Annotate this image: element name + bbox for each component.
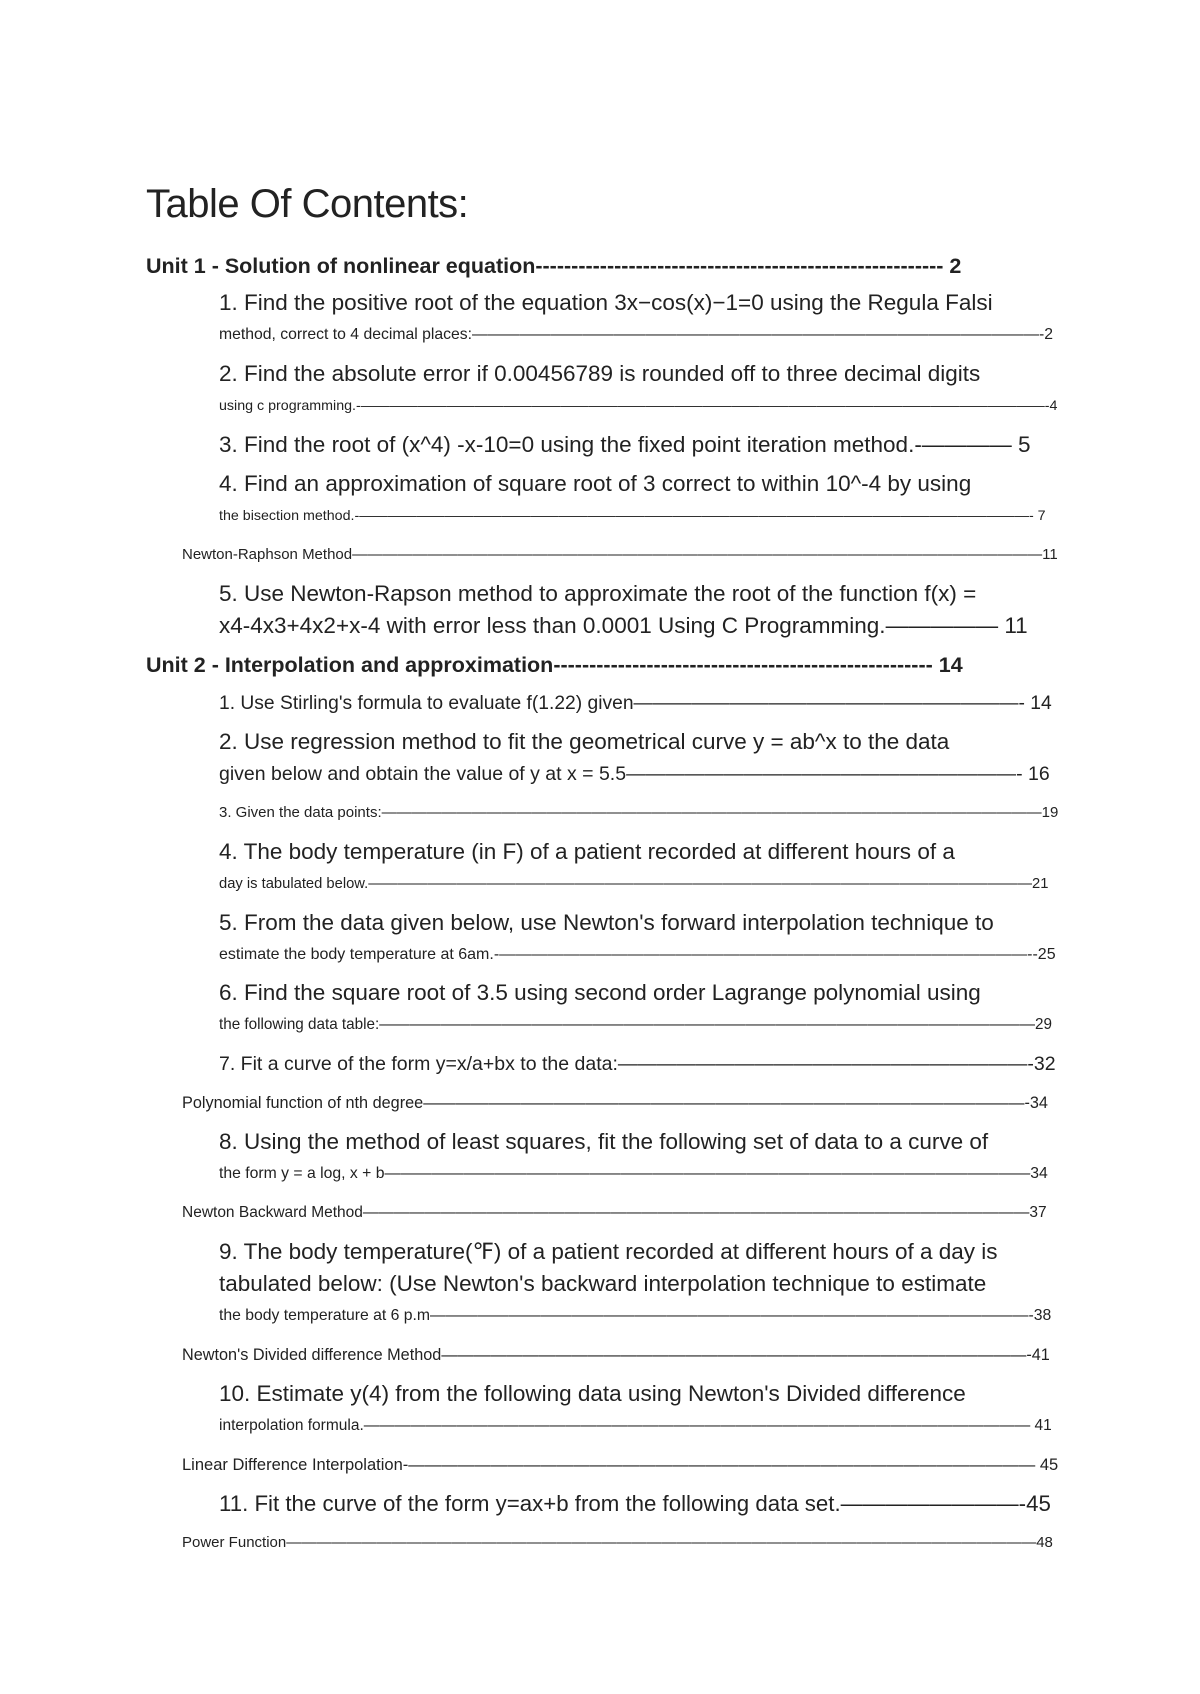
toc-entry-continued[interactable]: the body temperature at 6 p.m——————————————————————————————————————-38 — [219, 1307, 1052, 1324]
toc-entry-continued[interactable]: given below and obtain the value of y at x = 5.5————————————————————- 16 — [219, 763, 1050, 785]
toc-section-newton-backward[interactable]: Newton Backward Method———————————————————————————————————————————37 — [182, 1204, 1047, 1221]
toc-entry-continued[interactable]: the form y = a log, x + b—————————————————————————————————————————34 — [219, 1165, 1048, 1182]
toc-entry[interactable]: 9. The body temperature(℉) of a patient recorded at different hours of a day is — [219, 1239, 998, 1264]
toc-unit-2[interactable]: Unit 2 - Interpolation and approximation----------------------------------------------------- 14 — [146, 653, 963, 677]
toc-entry[interactable]: 4. Find an approximation of square root of 3 correct to within 10^-4 by using — [219, 471, 972, 496]
toc-entry[interactable]: 8. Using the method of least squares, fit the following set of data to a curve of — [219, 1129, 989, 1154]
toc-entry[interactable]: 11. Fit the curve of the form y=ax+b from the following data set.————————-45 — [219, 1491, 1051, 1516]
toc-unit-1[interactable]: Unit 1 - Solution of nonlinear equation--------------------------------------------------------- 2 — [146, 254, 962, 278]
toc-section-power-function[interactable]: Power Function——————————————————————————————————————————————————48 — [182, 1534, 1053, 1551]
toc-entry[interactable]: 2. Use regression method to fit the geometrical curve y = ab^x to the data — [219, 729, 950, 754]
toc-entry-continued[interactable]: using c programming.-————————————————————————————————————————————————-4 — [219, 398, 1058, 414]
toc-entry-continued[interactable]: the following data table:———————————————————————————————————————————29 — [219, 1016, 1052, 1033]
page-title: Table Of Contents: — [146, 182, 469, 226]
toc-entry[interactable]: 3. Given the data points:————————————————————————————————————————————19 — [219, 804, 1059, 821]
toc-entry-continued[interactable]: day is tabulated below.—————————————————————————————————————————————21 — [219, 876, 1049, 892]
toc-entry-continued[interactable]: tabulated below: (Use Newton's backward interpolation technique to estimate — [219, 1271, 987, 1296]
toc-section-linear-difference[interactable]: Linear Difference Interpolation-—————————————————————————————————————— 45 — [182, 1456, 1059, 1474]
toc-section-polynomial[interactable]: Polynomial function of nth degree—————————————————————————————————————-34 — [182, 1094, 1048, 1112]
toc-entry[interactable]: 2. Find the absolute error if 0.00456789 is rounded off to three decimal digits — [219, 361, 981, 386]
toc-entry-continued[interactable]: the bisection method.-———————————————————————————————————————————————- 7 — [219, 508, 1046, 524]
toc-section-newton-raphson[interactable]: Newton-Raphson Method——————————————————————————————————————————————11 — [182, 546, 1058, 563]
toc-entry[interactable]: 7. Fit a curve of the form y=x/a+bx to the data:—————————————————————-32 — [219, 1053, 1056, 1075]
toc-entry[interactable]: 1. Find the positive root of the equation 3x−cos(x)−1=0 using the Regula Falsi — [219, 290, 993, 315]
toc-entry-continued[interactable]: interpolation formula.——————————————————————————————————————————— 41 — [219, 1417, 1052, 1434]
toc-entry[interactable]: 3. Find the root of (x^4) -x-10=0 using the fixed point iteration method.-———— 5 — [219, 432, 1031, 457]
toc-entry-continued[interactable]: method, correct to 4 decimal places:————————————————————————————————————-2 — [219, 326, 1053, 343]
toc-entry-continued[interactable]: x4-4x3+4x2+x-4 with error less than 0.0001 Using C Programming.————— 11 — [219, 613, 1028, 638]
toc-section-divided-difference[interactable]: Newton's Divided difference Method————————————————————————————————————-41 — [182, 1346, 1050, 1364]
toc-entry[interactable]: 5. Use Newton-Rapson method to approximate the root of the function f(x) = — [219, 581, 977, 606]
toc-entry[interactable]: 5. From the data given below, use Newton's forward interpolation technique to — [219, 910, 994, 935]
toc-entry[interactable]: 10. Estimate y(4) from the following data using Newton's Divided difference — [219, 1381, 966, 1406]
toc-entry[interactable]: 1. Use Stirling's formula to evaluate f(1.22) given————————————————————- 14 — [219, 693, 1052, 714]
toc-entry[interactable]: 6. Find the square root of 3.5 using second order Lagrange polynomial using — [219, 980, 981, 1005]
toc-entry[interactable]: 4. The body temperature (in F) of a patient recorded at different hours of a — [219, 839, 955, 864]
toc-entry-continued[interactable]: estimate the body temperature at 6am.-—————————————————————————————————--25 — [219, 946, 1056, 963]
